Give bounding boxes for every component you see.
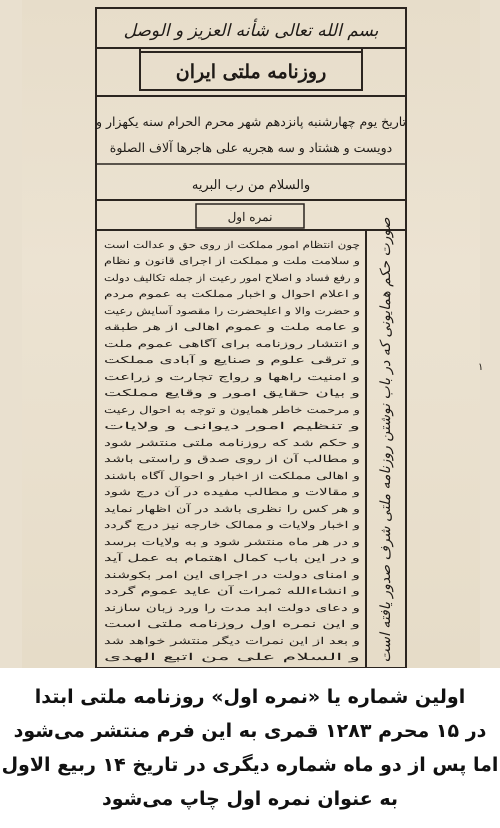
body-line: و انتشار روزنامه برای آگاهی عموم ملت bbox=[104, 339, 263, 350]
body-line: و اعلام احوال و اخبار مملکت به عموم مردم bbox=[104, 289, 361, 300]
body-line: و مطالب آن از روی صدق و راستی باشد bbox=[104, 454, 266, 465]
body-line: و مرحمت خاطر همایون و توجه به احوال رعیت bbox=[104, 405, 361, 416]
body-line: و بیان حقایق امور و وقایع مملکت bbox=[104, 388, 361, 399]
issue-label: نمره اول bbox=[227, 210, 273, 224]
body-line: و مقالات و مطالب مفیده در آن درج شود bbox=[104, 487, 268, 498]
body-line: و عامه ملت و عموم اهالی از هر طبقه bbox=[104, 322, 361, 333]
date-line-2: دویست و هشتاد و سه هجریه علی هاجرها آلاف الصلوة bbox=[109, 140, 393, 155]
side-column-text: صورت حکم همایونی که در باب نوشتن روزنامه ملتی شرف صدور یافته است bbox=[378, 217, 394, 663]
margin-mark: ١ bbox=[478, 362, 484, 373]
body-line: و این نمره اول روزنامه ملتی است bbox=[104, 619, 361, 630]
body-line: و تنظیم امور دیوانی و ولایات bbox=[104, 421, 361, 432]
body-line: و ترقی علوم و صنایع و آبادی مملکت bbox=[104, 355, 250, 366]
caption-line-4: به عنوان نمره اول چاپ می‌شود bbox=[101, 788, 399, 810]
body-line: چون انتظام امور مملکت از روی حق و عدالت است bbox=[104, 240, 361, 251]
caption bbox=[0, 668, 500, 828]
caption-line-2: در ۱۵ محرم ۱۲۸۳ قمری به این فرم منتشر می‌شود bbox=[13, 720, 487, 742]
date-line-3: والسلام من رب البریه bbox=[191, 178, 311, 193]
body-line: و بعد از این نمرات دیگر منتشر خواهد شد bbox=[104, 636, 270, 647]
body-line: و در این باب کمال اهتمام به عمل آید bbox=[104, 553, 251, 564]
body-line: و در هر ماه منتشر شود و به ولایات برسد bbox=[104, 537, 361, 548]
date-line-1: تاریخ یوم چهارشنبه پانزدهم شهر محرم الحرام سنه یکهزار و bbox=[95, 114, 407, 129]
body-line: و حکم شد که روزنامه ملتی منتشر شود bbox=[104, 438, 361, 449]
body-line: و سلامت ملت و مملکت از اجرای قانون و نظام bbox=[104, 256, 361, 267]
newspaper-title: روزنامه ملتی ایران bbox=[175, 61, 327, 83]
body-line: و امنیت راهها و رواج تجارت و زراعت bbox=[104, 372, 361, 383]
body-line: و السلام علی من اتبع الهدی bbox=[104, 652, 361, 663]
body-line: و حضرت والا و اعلیحضرت را مقصود آسایش رعیت bbox=[104, 306, 309, 317]
body-text bbox=[104, 240, 361, 663]
caption-line-3: اما پس از دو ماه شماره دیگری در تاریخ ۱۴ ربیع الاول bbox=[1, 754, 499, 776]
header-invocation: بسم الله تعالی شأنه العزیز و الوصل bbox=[123, 21, 379, 41]
body-line: و انشاءالله ثمرات آن عاید عموم گردد bbox=[104, 586, 255, 597]
caption-line-1: اولین شماره یا «نمره اول» روزنامه ملتی ابتدا bbox=[34, 686, 466, 708]
body-line: و امنای دولت در اجرای این امر بکوشند bbox=[104, 570, 361, 581]
body-line: و دعای دولت ابد مدت را ورد زبان سازند bbox=[104, 603, 361, 614]
body-line: و هر کس را نظری باشد در آن اظهار نماید bbox=[104, 504, 273, 515]
body-line: و رفع فساد و اصلاح امور رعیت از جمله تکالیف دولت bbox=[104, 273, 361, 284]
body-line: و اخبار ولایات و ممالک خارجه نیز درج گردد bbox=[104, 520, 276, 531]
body-line: و اهالی مملکت از اخبار و احوال آگاه باشند bbox=[104, 471, 275, 482]
